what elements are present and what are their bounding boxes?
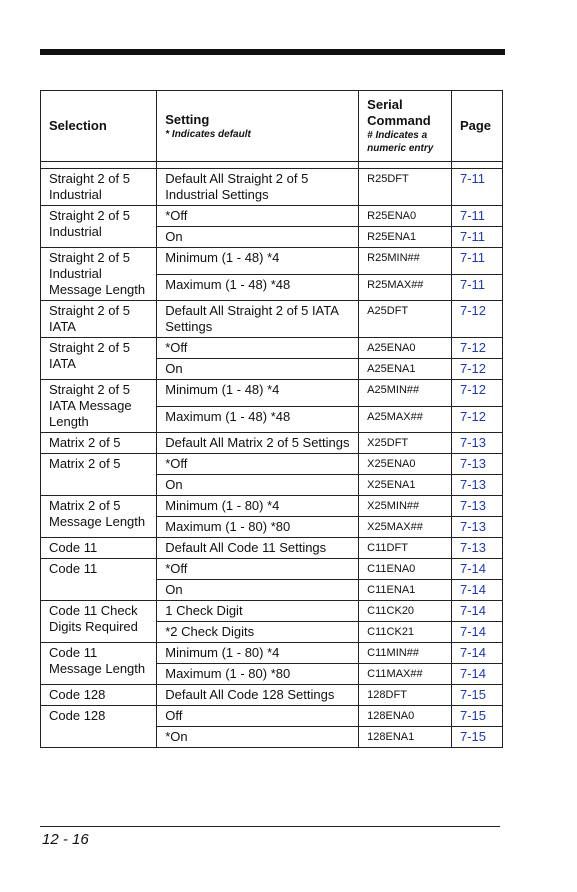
- page-link[interactable]: 7-13: [451, 517, 502, 538]
- setting-cell: Default All Code 128 Settings: [157, 685, 359, 706]
- setting-cell: Minimum (1 - 80) *4: [157, 496, 359, 517]
- page-link[interactable]: 7-13: [451, 496, 502, 517]
- page-link[interactable]: 7-12: [451, 338, 502, 359]
- header-page: Page: [451, 91, 502, 162]
- setting-cell: *Off: [157, 206, 359, 227]
- selection-cell: Straight 2 of 5 Industrial: [41, 206, 157, 248]
- setting-cell: Maximum (1 - 48) *48: [157, 274, 359, 301]
- serial-command-cell: C11CK21: [359, 622, 452, 643]
- page-link[interactable]: 7-14: [451, 643, 502, 664]
- header-setting-note: * Indicates default: [165, 128, 251, 140]
- page-link[interactable]: 7-11: [451, 274, 502, 301]
- selection-cell: Matrix 2 of 5: [41, 454, 157, 496]
- bottom-rule: [40, 826, 500, 827]
- setting-cell: *2 Check Digits: [157, 622, 359, 643]
- serial-command-cell: X25ENA0: [359, 454, 452, 475]
- table-header-row: [41, 91, 503, 162]
- selection-cell: Code 11 Message Length: [41, 643, 157, 685]
- selection-cell: Straight 2 of 5 IATA: [41, 301, 157, 338]
- serial-command-cell: C11CK20: [359, 601, 452, 622]
- selection-cell: Straight 2 of 5 Industrial Message Length: [41, 248, 157, 301]
- serial-command-cell: X25DFT: [359, 433, 452, 454]
- serial-command-cell: R25MIN##: [359, 248, 452, 275]
- selection-cell: Straight 2 of 5 IATA Message Length: [41, 380, 157, 433]
- setting-cell: Minimum (1 - 48) *4: [157, 248, 359, 275]
- table-row: [41, 538, 503, 559]
- selection-cell: Code 11: [41, 559, 157, 601]
- setting-cell: Default All Straight 2 of 5 IATA Settings: [157, 301, 359, 338]
- setting-cell: *Off: [157, 454, 359, 475]
- page-link[interactable]: 7-15: [451, 706, 502, 727]
- serial-command-cell: C11MAX##: [359, 664, 452, 685]
- header-setting: Setting * Indicates default: [157, 91, 359, 162]
- table-row: [41, 559, 503, 580]
- selection-cell: Code 128: [41, 685, 157, 706]
- setting-cell: *Off: [157, 559, 359, 580]
- table-row: [41, 206, 503, 227]
- table-row: [41, 301, 503, 338]
- setting-cell: Minimum (1 - 80) *4: [157, 643, 359, 664]
- serial-command-cell: R25DFT: [359, 169, 452, 206]
- page-link[interactable]: 7-13: [451, 433, 502, 454]
- page-link[interactable]: 7-11: [451, 248, 502, 275]
- page-link[interactable]: 7-12: [451, 301, 502, 338]
- page-link[interactable]: 7-12: [451, 359, 502, 380]
- setting-cell: On: [157, 359, 359, 380]
- serial-command-cell: A25ENA1: [359, 359, 452, 380]
- top-rule: [40, 49, 505, 55]
- setting-cell: On: [157, 580, 359, 601]
- serial-command-cell: R25ENA0: [359, 206, 452, 227]
- page-link[interactable]: 7-14: [451, 601, 502, 622]
- setting-cell: Default All Straight 2 of 5 Industrial Settings: [157, 169, 359, 206]
- table-row: [41, 248, 503, 275]
- header-serial-note: # Indicates a numeric entry: [367, 130, 434, 154]
- serial-command-cell: A25MAX##: [359, 406, 452, 433]
- serial-command-table: [40, 90, 503, 748]
- setting-cell: Default All Matrix 2 of 5 Settings: [157, 433, 359, 454]
- serial-command-cell: A25DFT: [359, 301, 452, 338]
- serial-command-cell: X25MIN##: [359, 496, 452, 517]
- selection-cell: Code 11: [41, 538, 157, 559]
- page-link[interactable]: 7-11: [451, 227, 502, 248]
- table-row: [41, 169, 503, 206]
- serial-command-cell: C11ENA1: [359, 580, 452, 601]
- page-link[interactable]: 7-14: [451, 622, 502, 643]
- page-link[interactable]: 7-14: [451, 664, 502, 685]
- selection-cell: Matrix 2 of 5: [41, 433, 157, 454]
- table-body: [41, 169, 503, 748]
- serial-command-cell: A25ENA0: [359, 338, 452, 359]
- table-row: [41, 338, 503, 359]
- selection-cell: Matrix 2 of 5 Message Length: [41, 496, 157, 538]
- table-row: [41, 454, 503, 475]
- setting-cell: 1 Check Digit: [157, 601, 359, 622]
- serial-command-cell: R25MAX##: [359, 274, 452, 301]
- table-row: [41, 643, 503, 664]
- serial-command-cell: X25MAX##: [359, 517, 452, 538]
- setting-cell: Maximum (1 - 48) *48: [157, 406, 359, 433]
- page-link[interactable]: 7-14: [451, 559, 502, 580]
- serial-command-cell: A25MIN##: [359, 380, 452, 407]
- table-row: [41, 380, 503, 407]
- setting-cell: Minimum (1 - 48) *4: [157, 380, 359, 407]
- setting-cell: Maximum (1 - 80) *80: [157, 664, 359, 685]
- page-link[interactable]: 7-13: [451, 475, 502, 496]
- table-row: [41, 433, 503, 454]
- selection-cell: Straight 2 of 5 IATA: [41, 338, 157, 380]
- setting-cell: On: [157, 227, 359, 248]
- table-row: [41, 685, 503, 706]
- serial-command-cell: C11MIN##: [359, 643, 452, 664]
- page-number: 12 - 16: [42, 831, 89, 848]
- selection-cell: Straight 2 of 5 Industrial: [41, 169, 157, 206]
- header-spacer: [41, 162, 503, 169]
- table-row: [41, 496, 503, 517]
- serial-command-cell: 128ENA0: [359, 706, 452, 727]
- page-link[interactable]: 7-15: [451, 685, 502, 706]
- setting-cell: Maximum (1 - 80) *80: [157, 517, 359, 538]
- page-link[interactable]: 7-11: [451, 206, 502, 227]
- page-link[interactable]: 7-15: [451, 727, 502, 748]
- page-link[interactable]: 7-13: [451, 538, 502, 559]
- page-link[interactable]: 7-12: [451, 380, 502, 407]
- page-link[interactable]: 7-12: [451, 406, 502, 433]
- serial-command-cell: C11ENA0: [359, 559, 452, 580]
- header-selection: Selection: [41, 91, 157, 162]
- serial-command-cell: R25ENA1: [359, 227, 452, 248]
- serial-command-cell: C11DFT: [359, 538, 452, 559]
- page-link[interactable]: 7-13: [451, 454, 502, 475]
- selection-cell: Code 128: [41, 706, 157, 748]
- selection-cell: Code 11 Check Digits Required: [41, 601, 157, 643]
- serial-command-cell: 128DFT: [359, 685, 452, 706]
- setting-cell: Default All Code 11 Settings: [157, 538, 359, 559]
- serial-command-cell: X25ENA1: [359, 475, 452, 496]
- setting-cell: *On: [157, 727, 359, 748]
- table-row: [41, 706, 503, 727]
- page-link[interactable]: 7-11: [451, 169, 502, 206]
- table-row: [41, 601, 503, 622]
- header-serial-command: Serial Command # Indicates a numeric entry: [359, 91, 452, 162]
- setting-cell: *Off: [157, 338, 359, 359]
- setting-cell: On: [157, 475, 359, 496]
- setting-cell: Off: [157, 706, 359, 727]
- page-link[interactable]: 7-14: [451, 580, 502, 601]
- serial-command-cell: 128ENA1: [359, 727, 452, 748]
